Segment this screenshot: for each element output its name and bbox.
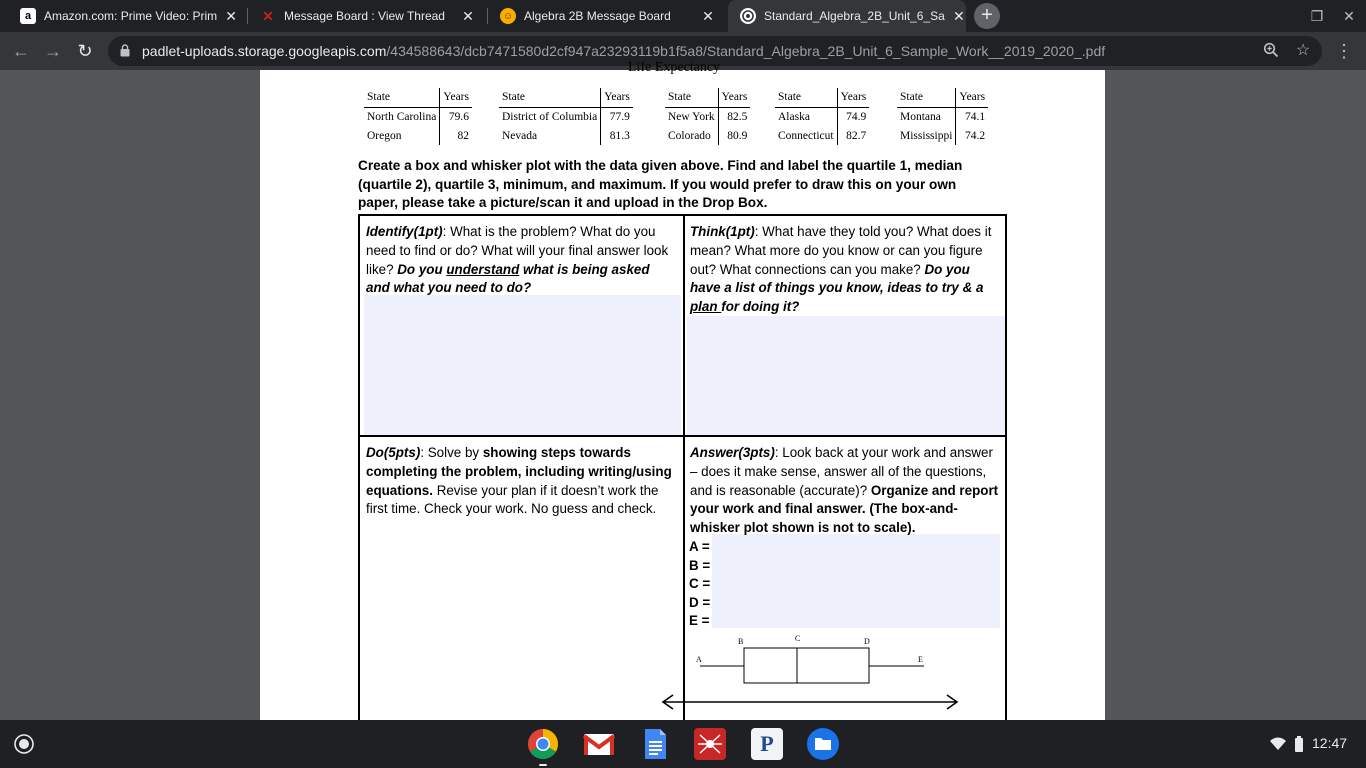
answer-row-c: C = xyxy=(689,576,711,592)
pdf-viewport[interactable] xyxy=(0,60,1366,720)
tab-algebra-message-board[interactable] xyxy=(488,0,726,32)
label-b: B xyxy=(738,637,744,646)
identify-text: : What is the problem? What do you need to find or do? What will your final answer look like? xyxy=(366,224,669,277)
forward-arrow-icon[interactable]: → xyxy=(44,41,62,61)
pearson-label: P xyxy=(760,731,774,756)
table-cell: 82 xyxy=(440,126,472,145)
table-cell: 74.1 xyxy=(956,107,988,126)
answer-text: : Look back at your work and answer – does it make sense, answer all of the questions, and is reasonable (accurate)? xyxy=(690,445,993,498)
close-window-icon[interactable]: ✕ xyxy=(1343,8,1355,24)
table-cell: 77.9 xyxy=(601,107,633,126)
think-answer-area[interactable] xyxy=(687,316,1005,435)
identify-label: Identify(1pt) xyxy=(366,224,443,239)
padlet-icon: ☺ xyxy=(500,8,516,24)
answer-row-d: D = xyxy=(689,594,711,610)
url-host: padlet-uploads.storage.googleapis.com xyxy=(142,43,387,59)
label-d: D xyxy=(864,637,870,646)
table-cell: 82.5 xyxy=(718,107,750,126)
box xyxy=(744,648,869,683)
answer-bold-text: Organize and report your work and final answer. (The box-and-whisker plot shown is not to scale). xyxy=(690,482,999,536)
table-cell: Colorado xyxy=(668,129,711,142)
table-header: State xyxy=(775,88,837,107)
table-cell: Alaska xyxy=(778,110,810,123)
close-tab-icon[interactable]: ✕ xyxy=(462,8,474,24)
table-cell: 80.9 xyxy=(718,126,750,145)
do-text: : Solve by xyxy=(420,445,483,460)
chrome-doc-icon xyxy=(740,8,756,24)
table-cell: Nevada xyxy=(502,129,538,142)
label-a: A xyxy=(696,655,702,664)
do-label: Do(5pts) xyxy=(366,445,421,460)
lock-icon xyxy=(120,44,130,57)
launcher-icon[interactable] xyxy=(12,732,36,756)
state-table xyxy=(665,88,750,145)
tab-title: Message Board : View Thread xyxy=(284,9,445,23)
table-header: State xyxy=(364,88,440,107)
table-header: State xyxy=(499,88,601,107)
tab-amazon[interactable] xyxy=(8,0,246,32)
do-text: Revise your plan if it doesn’t work the first time. Check your work. No guess and check. xyxy=(366,482,659,517)
table-cell: 79.6 xyxy=(440,107,472,126)
table-cell: District of Columbia xyxy=(502,110,598,123)
spider-app-icon[interactable] xyxy=(694,728,726,760)
answer-label: Answer(3pts) xyxy=(690,445,775,460)
table-cell: Oregon xyxy=(367,129,402,142)
close-tab-icon[interactable]: ✕ xyxy=(702,8,714,24)
grid-vertical-divider xyxy=(683,216,685,736)
reload-icon[interactable]: ↻ xyxy=(77,41,93,61)
page-heading-partial: Life Expectancy xyxy=(628,60,721,75)
table-header: Years xyxy=(440,88,472,107)
answer-box xyxy=(684,437,1005,538)
table-cell: Montana xyxy=(900,110,941,123)
menu-dots-icon[interactable]: ⋮ xyxy=(1335,41,1353,61)
table-header: Years xyxy=(601,88,633,107)
chrome-app-icon[interactable] xyxy=(527,728,559,760)
state-table xyxy=(897,88,988,145)
bookmark-star-icon[interactable]: ☆ xyxy=(1295,42,1311,59)
url-path: /434588643/dcb7471580d2cf947a23293119b1f5a8/Standard_Algebra_2B_Unit_6_Sample_Work__2019_2020_.pdf xyxy=(386,43,1106,59)
state-table xyxy=(364,88,472,145)
back-arrow-icon[interactable]: ← xyxy=(12,41,30,61)
table-cell: North Carolina xyxy=(367,110,437,123)
table-header: Years xyxy=(956,88,988,107)
do-box xyxy=(360,437,683,519)
tab-title: Amazon.com: Prime Video: Prim xyxy=(44,9,218,23)
zoom-icon[interactable] xyxy=(1262,42,1280,60)
table-cell: New York xyxy=(668,110,715,123)
think-question-part: for doing it? xyxy=(721,299,800,315)
pdf-page xyxy=(260,60,1105,720)
identify-question-part: Do you xyxy=(397,261,447,277)
docs-app-icon[interactable] xyxy=(639,728,671,760)
restore-window-icon[interactable]: ❐ xyxy=(1310,8,1324,24)
table-cell: Mississippi xyxy=(900,129,953,142)
think-label: Think(1pt) xyxy=(690,224,755,239)
amazon-icon: a xyxy=(20,8,36,24)
think-underlined-word: plan xyxy=(690,299,722,315)
tab-standard-algebra-pdf[interactable] xyxy=(728,0,966,32)
gmail-app-icon[interactable] xyxy=(583,728,615,760)
table-cell: 81.3 xyxy=(601,126,633,145)
identify-answer-area[interactable] xyxy=(364,295,681,435)
label-c: C xyxy=(795,634,801,643)
answer-row-e: E = xyxy=(689,613,710,629)
tab-title: Algebra 2B Message Board xyxy=(524,9,671,23)
table-cell: 74.2 xyxy=(956,126,988,145)
pearson-app-icon[interactable] xyxy=(751,728,783,760)
message-board-icon: ✕ xyxy=(262,7,274,24)
tab-strip xyxy=(0,0,1366,32)
tab-message-board[interactable] xyxy=(248,0,486,32)
table-header: State xyxy=(897,88,956,107)
identify-box xyxy=(360,216,683,298)
os-shelf xyxy=(0,720,1366,768)
clock[interactable]: 12:47 xyxy=(1312,735,1348,751)
url-text[interactable] xyxy=(142,43,1105,59)
grid-horizontal-divider xyxy=(360,435,1005,437)
table-cell: Connecticut xyxy=(778,129,834,142)
think-text: : What have they told you? What does it mean? What more do you know or can you figure out? What connections can you make? xyxy=(690,224,992,277)
tab-title: Standard_Algebra_2B_Unit_6_Sa xyxy=(764,9,945,23)
identify-question-part: what is being asked and what you need to do? xyxy=(366,261,650,296)
table-cell: 74.9 xyxy=(837,107,869,126)
state-table xyxy=(775,88,869,145)
identify-underlined-word: understand xyxy=(446,261,520,277)
label-e: E xyxy=(918,655,923,664)
running-indicator xyxy=(539,764,547,766)
table-cell: 82.7 xyxy=(837,126,869,145)
think-question-part: Do you have a list of things you know, ideas to try & a xyxy=(690,261,984,296)
close-tab-icon[interactable]: ✕ xyxy=(952,8,965,24)
answer-row-a: A = xyxy=(689,539,710,554)
think-box xyxy=(684,216,1005,317)
answer-row-b: B = xyxy=(689,557,711,573)
answer-values-area[interactable] xyxy=(712,534,1000,628)
do-bold-text: showing steps towards completing the problem, including writing/using equations. xyxy=(366,445,672,498)
close-tab-icon[interactable]: ✕ xyxy=(225,8,238,24)
table-header: Years xyxy=(718,88,750,107)
table-header: Years xyxy=(837,88,869,107)
answer-rows xyxy=(689,538,710,631)
wifi-icon[interactable] xyxy=(1270,736,1286,752)
problem-solving-grid xyxy=(358,214,1007,734)
battery-icon[interactable] xyxy=(1294,736,1304,752)
files-app-icon[interactable] xyxy=(807,728,839,760)
table-header: State xyxy=(665,88,718,107)
state-table xyxy=(499,88,633,145)
new-tab-button[interactable]: + xyxy=(974,3,1000,29)
instructions-text: Create a box and whisker plot with the data given above. Find and label the quartile 1, median (quartile 2), quartile 3, minimum, and maximum. If you would prefer to draw this on your own paper, please take a picture/scan it and upload in the Drop Box. xyxy=(358,158,963,210)
